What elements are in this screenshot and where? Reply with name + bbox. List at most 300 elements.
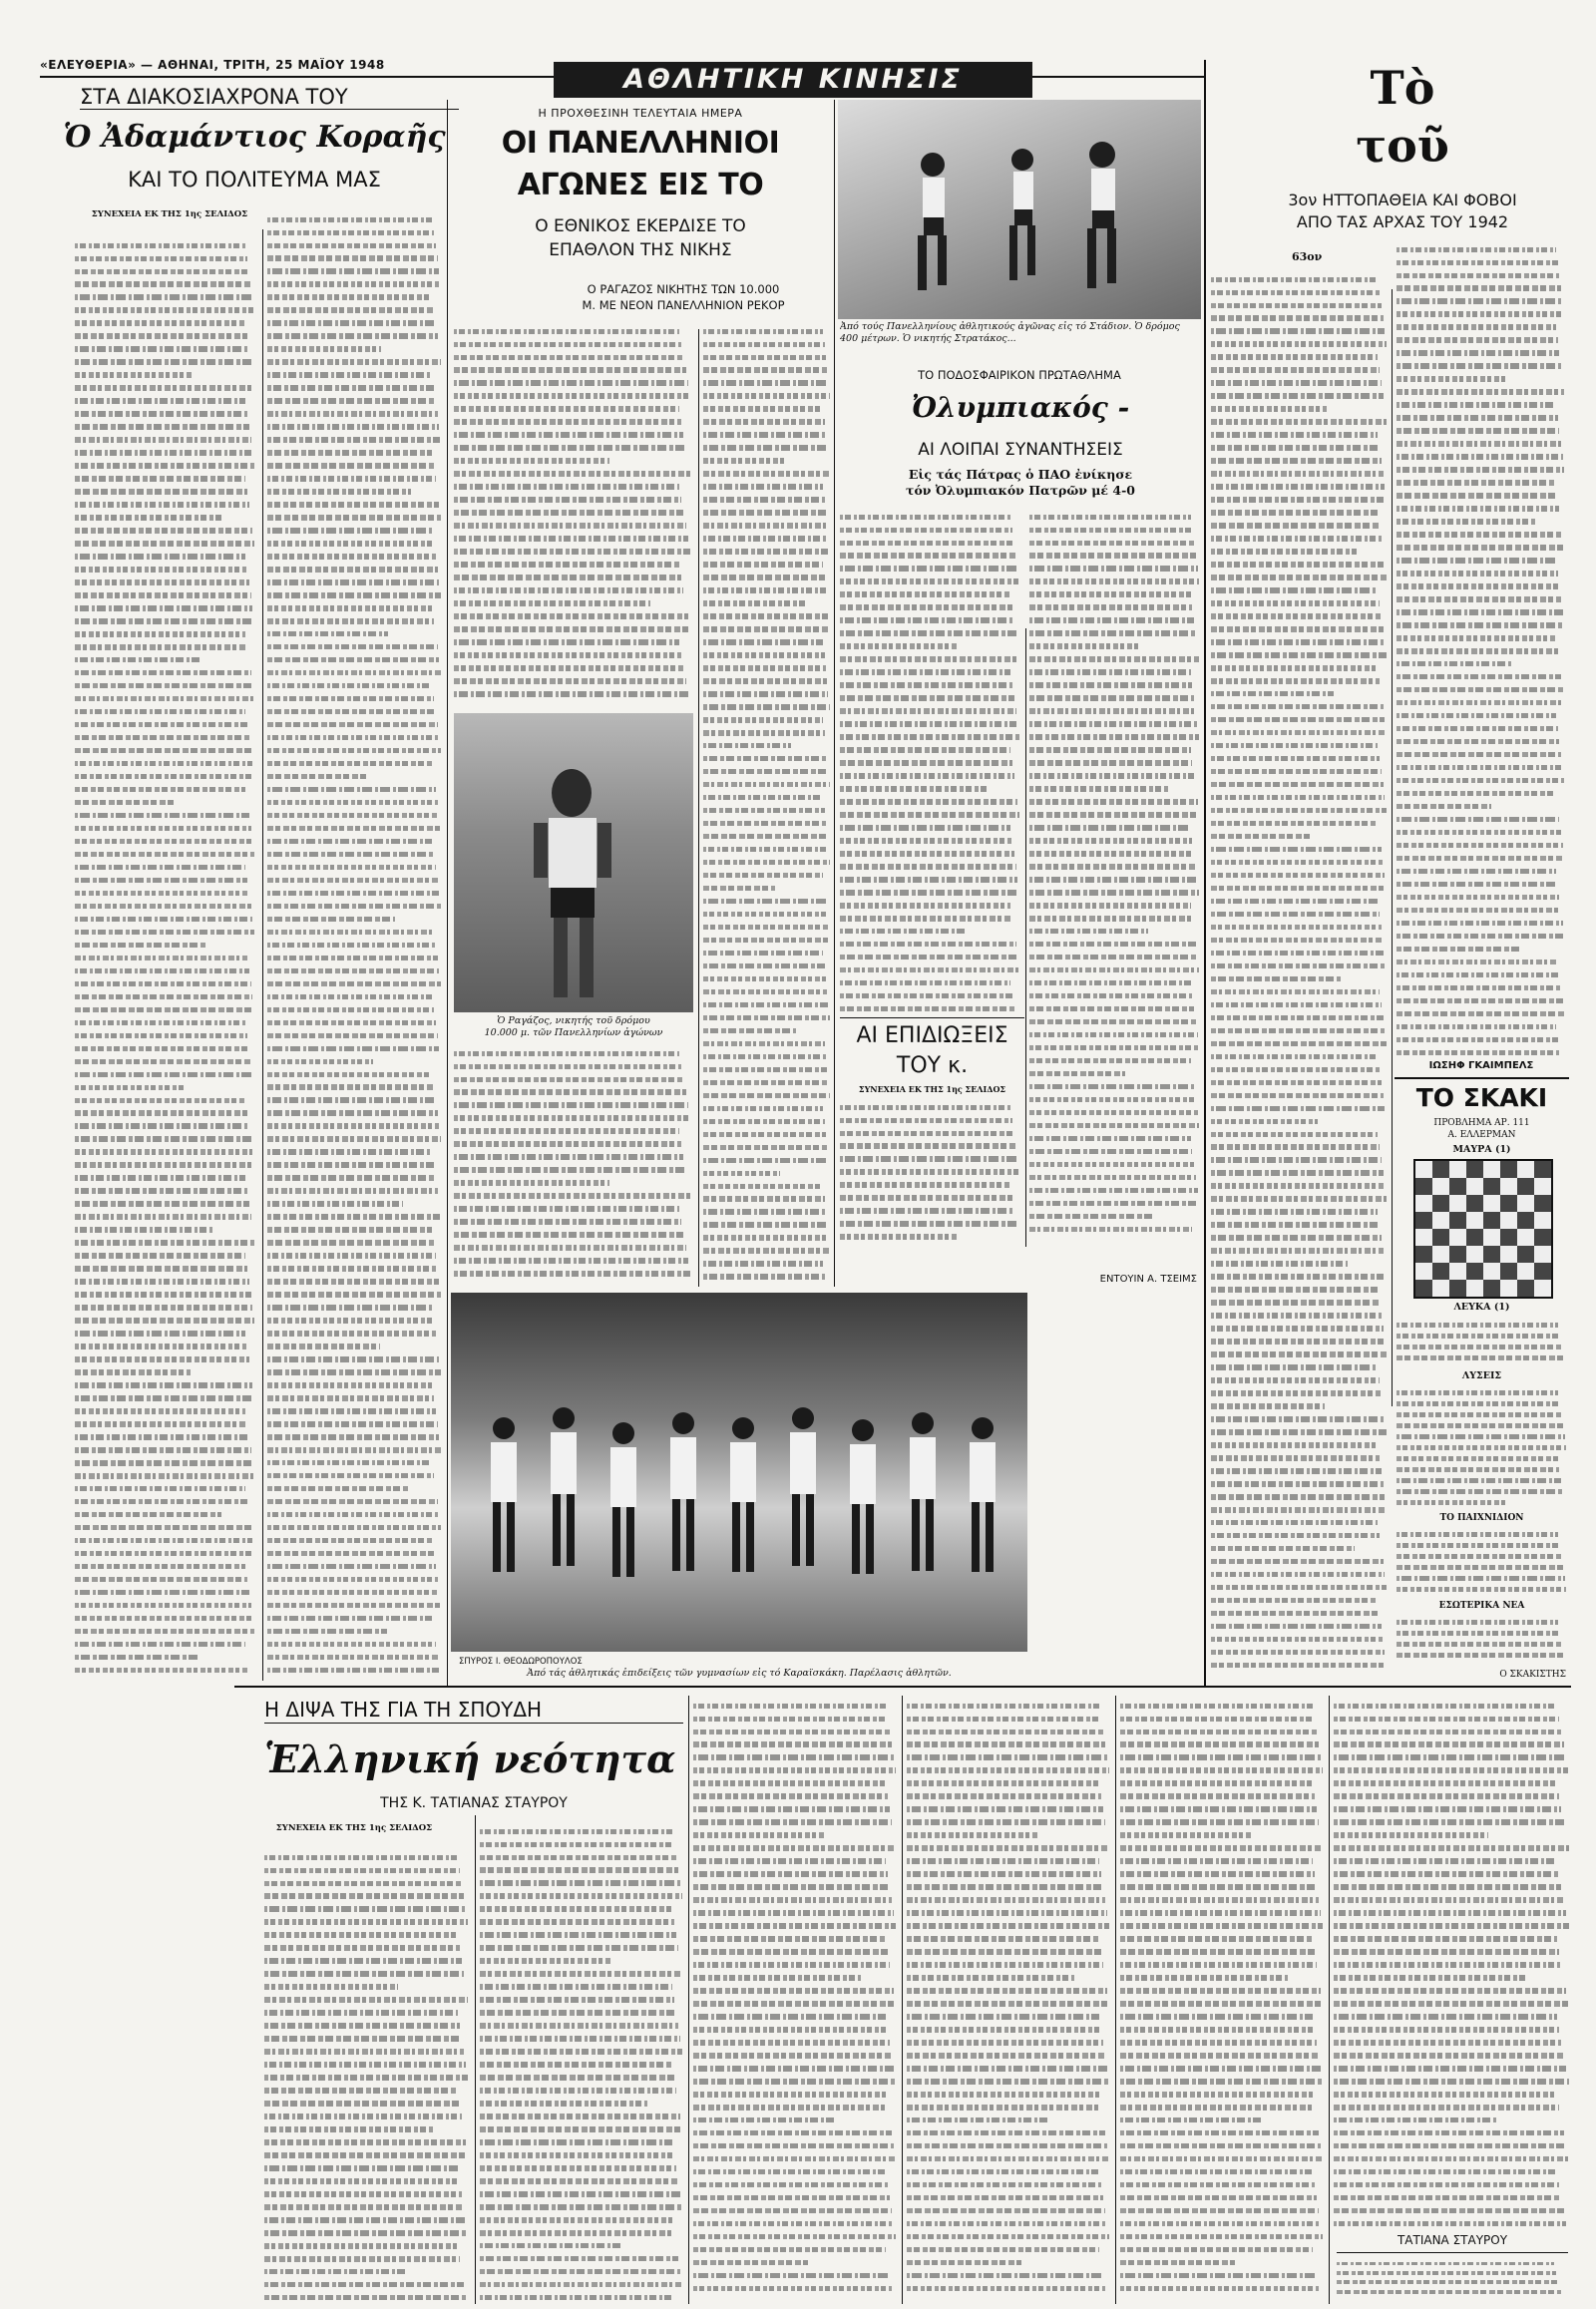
text-line: [264, 2178, 460, 2183]
text-line: [1211, 1183, 1385, 1188]
text-line: [1396, 480, 1556, 485]
text-line: [1211, 1663, 1387, 1668]
text-line: [75, 618, 254, 623]
text-line: [454, 639, 679, 644]
text-line: [1396, 1489, 1563, 1494]
text-line: [1029, 656, 1199, 661]
text-line: [1211, 665, 1378, 670]
text-line: [75, 554, 245, 559]
text-line: [1120, 1923, 1323, 1928]
text-line: [703, 367, 827, 372]
text-line: [840, 1156, 1017, 1161]
text-line: [703, 808, 825, 813]
molotov-body: [840, 1097, 1021, 1247]
text-line: [1211, 380, 1382, 385]
korais-kicker: ΣΤΑ ΔΙΑΚΟΣΙΑΧΡΟΝΑ ΤΟΥ: [80, 84, 459, 110]
text-line: [1120, 1988, 1321, 1993]
text-line: [1211, 1170, 1384, 1175]
text-line: [1120, 2221, 1321, 2226]
text-line: [1120, 1949, 1315, 1954]
text-line: [75, 735, 249, 740]
text-line: [693, 2182, 888, 2187]
text-line: [267, 1266, 438, 1271]
column-rule: [698, 329, 699, 1287]
text-line: [907, 2208, 1105, 2213]
text-line: [693, 2234, 896, 2239]
text-line: [75, 294, 252, 299]
text-line: [75, 644, 247, 649]
text-line: [1029, 1175, 1196, 1180]
text-line: [1396, 609, 1563, 614]
text-line: [267, 1564, 436, 1569]
text-line: [454, 587, 683, 592]
text-line: [267, 476, 436, 481]
text-line: [1396, 467, 1564, 472]
chess-square: [1534, 1212, 1551, 1229]
text-line: [907, 1767, 1109, 1772]
text-line: [454, 393, 691, 398]
text-line: [1337, 2271, 1556, 2275]
text-line: [840, 942, 1016, 947]
text-line: [703, 717, 823, 722]
text-line: [1396, 972, 1559, 977]
text-line: [454, 406, 679, 411]
text-line: [75, 1046, 249, 1051]
stadium-caption: Ἀπό τούς Πανελληνίους ἀθλητικούς ἀγῶνας εἰς τό Στάδιον. Ὁ δρόμος 400 μέτρων. Ὁ νικητής Στρατάκος...: [840, 321, 1180, 344]
text-line: [1396, 376, 1507, 381]
text-line: [75, 1408, 245, 1413]
text-line: [1334, 2156, 1569, 2161]
text-line: [1211, 860, 1384, 865]
text-line: [703, 730, 825, 735]
text-line: [1029, 1058, 1191, 1063]
text-line: [480, 2114, 680, 2118]
text-line: [703, 329, 823, 334]
text-line: [1211, 626, 1384, 631]
text-line: [75, 1033, 247, 1038]
text-line: [1396, 985, 1561, 990]
text-line: [267, 1175, 436, 1180]
text-line: [267, 1408, 436, 1413]
column-rule: [475, 1815, 476, 2304]
text-line: [75, 968, 249, 973]
chess-black-label: ΜΑΥΡΑ (1): [1452, 1144, 1511, 1155]
text-line: [1029, 630, 1196, 635]
text-line: [480, 2101, 647, 2106]
text-line: [1211, 1494, 1385, 1499]
chess-square: [1534, 1280, 1551, 1297]
text-line: [75, 852, 254, 857]
text-line: [267, 1629, 387, 1634]
text-line: [1396, 311, 1564, 316]
chess-square: [1517, 1263, 1534, 1280]
text-line: [1334, 2066, 1566, 2071]
text-line: [1120, 2117, 1261, 2122]
chess-square: [1449, 1246, 1466, 1263]
text-line: [1029, 1214, 1155, 1219]
text-line: [267, 787, 436, 792]
text-line: [75, 411, 247, 416]
text-line: [1211, 1624, 1382, 1629]
text-line: [454, 458, 609, 463]
chess-program-body: [1396, 1526, 1568, 1598]
text-line: [1120, 2130, 1319, 2135]
text-line: [454, 1193, 691, 1198]
text-line: [454, 432, 683, 437]
text-line: [1211, 1248, 1384, 1253]
text-line: [75, 359, 251, 364]
text-line: [703, 445, 827, 450]
text-line: [75, 1175, 245, 1180]
text-line: [703, 380, 828, 385]
text-line: [1334, 1871, 1559, 1876]
text-line: [267, 852, 434, 857]
text-line: [267, 450, 432, 455]
text-line: [264, 1906, 466, 1911]
text-line: [703, 575, 825, 579]
text-line: [907, 1819, 1105, 1824]
athlete-caption-1: Ὁ Ραγάζος, νικητής τοῦ δρόμου: [497, 1015, 650, 1026]
text-line: [267, 917, 395, 922]
text-line: [693, 2156, 896, 2161]
goebbels-deck-2: ΑΠΟ ΤΑΣ ΑΡΧΑΣ ΤΟΥ 1942: [1296, 212, 1509, 231]
text-line: [75, 1305, 252, 1310]
text-line: [693, 1975, 861, 1980]
text-line: [75, 1486, 245, 1491]
text-line: [480, 2269, 680, 2274]
text-line: [907, 1871, 1101, 1876]
text-line: [1029, 1227, 1192, 1232]
text-line: [693, 2169, 886, 2174]
text-line: [693, 2195, 890, 2200]
section-rule: [234, 1686, 1571, 1688]
text-line: [1211, 769, 1382, 774]
text-line: [1029, 1123, 1199, 1128]
text-line: [703, 1196, 825, 1201]
text-line: [454, 471, 691, 476]
text-line: [1211, 510, 1378, 515]
text-line: [703, 834, 827, 839]
text-line: [693, 1845, 896, 1850]
column-rule: [1025, 628, 1026, 1247]
text-line: [1120, 1910, 1321, 1915]
chess-square: [1415, 1246, 1432, 1263]
text-line: [1396, 260, 1558, 265]
text-line: [693, 1962, 890, 1967]
text-line: [1396, 1412, 1561, 1417]
text-line: [267, 930, 434, 935]
text-line: [1334, 1884, 1561, 1889]
text-line: [1211, 743, 1378, 748]
text-line: [267, 346, 381, 351]
text-line: [480, 1880, 680, 1885]
text-line: [267, 748, 441, 753]
text-line: [480, 1842, 674, 1847]
chess-square: [1517, 1229, 1534, 1246]
parade-figures: [451, 1293, 1027, 1652]
text-line: [267, 943, 436, 948]
column-rule: [1392, 289, 1393, 1406]
text-line: [267, 605, 432, 610]
text-line: [1334, 1975, 1528, 1980]
text-line: [75, 1188, 247, 1193]
text-line: [264, 2217, 466, 2222]
text-line: [75, 1059, 251, 1064]
text-line: [840, 591, 1010, 596]
text-line: [703, 860, 830, 865]
text-line: [480, 2165, 676, 2170]
text-line: [75, 1642, 245, 1647]
text-line: [480, 2204, 682, 2209]
korais-body-col1: [75, 235, 256, 1682]
text-line: [840, 566, 1017, 571]
text-line: [267, 1123, 439, 1128]
text-line: [267, 696, 434, 701]
text-line: [1120, 1730, 1317, 1734]
youth-body-col4: [907, 1696, 1111, 2301]
text-line: [1396, 713, 1556, 718]
text-line: [703, 1145, 827, 1150]
text-line: [267, 255, 438, 260]
football-body-col1: [840, 507, 1021, 1015]
text-line: [907, 1975, 1074, 1980]
column-rule: [688, 1696, 689, 2304]
text-line: [267, 217, 432, 222]
text-line: [267, 307, 434, 312]
chess-square: [1500, 1246, 1517, 1263]
text-line: [703, 613, 828, 618]
text-line: [703, 873, 823, 878]
text-line: [703, 782, 830, 787]
text-line: [454, 1245, 686, 1250]
text-line: [267, 813, 439, 818]
text-line: [267, 1201, 403, 1206]
text-line: [1211, 834, 1311, 839]
text-line: [1396, 1642, 1561, 1647]
runner-figure: [454, 713, 693, 1012]
text-line: [693, 2053, 892, 2058]
text-line: [693, 1897, 892, 1902]
text-line: [1396, 1423, 1563, 1428]
text-line: [1211, 782, 1384, 787]
text-line: [1334, 1793, 1559, 1798]
text-line: [1029, 1071, 1125, 1076]
text-line: [1211, 1507, 1387, 1512]
text-line: [1211, 1377, 1380, 1382]
molotov-continued: ΣΥΝΕΧΕΙΑ ΕΚ ΤΗΣ 1ης ΣΕΛΙΔΟΣ: [858, 1084, 1006, 1094]
text-line: [1334, 1819, 1564, 1824]
text-line: [75, 1668, 249, 1673]
text-line: [1211, 1585, 1387, 1590]
text-line: [267, 1590, 439, 1595]
chess-square: [1466, 1263, 1483, 1280]
text-line: [1334, 2001, 1569, 2006]
text-line: [1211, 562, 1385, 567]
chess-square: [1449, 1229, 1466, 1246]
text-line: [703, 1080, 828, 1085]
text-line: [703, 925, 828, 930]
text-line: [693, 2130, 892, 2135]
text-line: [840, 604, 1012, 609]
text-line: [1211, 717, 1385, 722]
text-line: [75, 709, 245, 714]
text-line: [1120, 2195, 1317, 2200]
text-line: [1029, 1032, 1198, 1037]
text-line: [1120, 2105, 1315, 2110]
column-rule: [1115, 1696, 1116, 2304]
text-line: [1029, 1097, 1196, 1102]
text-line: [1211, 938, 1384, 943]
text-line: [1211, 951, 1385, 956]
text-line: [1211, 393, 1384, 398]
games-body-col2: [703, 321, 831, 1287]
text-line: [267, 1253, 436, 1258]
text-line: [703, 976, 826, 981]
text-line: [1211, 290, 1380, 295]
text-line: [693, 2001, 896, 2006]
text-line: [1120, 1819, 1319, 1824]
chess-news-body: [1396, 1614, 1568, 1664]
chess-square: [1500, 1263, 1517, 1280]
text-line: [267, 424, 439, 429]
text-line: [840, 1006, 1014, 1011]
text-line: [1211, 652, 1387, 657]
text-line: [693, 1754, 894, 1759]
chess-square: [1466, 1246, 1483, 1263]
text-line: [1334, 1806, 1561, 1811]
text-line: [703, 355, 826, 360]
text-line: [1120, 1858, 1313, 1863]
text-line: [840, 851, 1014, 856]
text-line: [907, 1949, 1101, 1954]
text-line: [840, 541, 1014, 546]
text-line: [703, 471, 830, 476]
chess-square: [1500, 1161, 1517, 1178]
text-line: [454, 1051, 679, 1056]
text-line: [1396, 337, 1558, 342]
text-line: [1396, 285, 1561, 290]
chess-square: [1415, 1229, 1432, 1246]
text-line: [1211, 756, 1380, 761]
text-line: [1334, 1717, 1559, 1722]
text-line: [840, 1182, 1010, 1187]
text-line: [703, 886, 775, 891]
text-line: [1120, 1897, 1319, 1902]
text-line: [840, 643, 958, 648]
text-line: [840, 955, 1017, 960]
text-line: [1211, 277, 1378, 282]
text-line: [267, 683, 432, 688]
text-line: [267, 528, 432, 533]
text-line: [1211, 354, 1378, 359]
chess-square: [1466, 1178, 1483, 1195]
text-line: [454, 1232, 683, 1237]
text-line: [1396, 583, 1559, 588]
text-line: [267, 1162, 434, 1167]
text-line: [1396, 648, 1558, 653]
chess-square: [1449, 1195, 1466, 1212]
chess-square: [1483, 1246, 1500, 1263]
text-line: [907, 1717, 1101, 1722]
text-line: [907, 2156, 1109, 2161]
text-line: [1396, 895, 1559, 900]
text-line: [267, 839, 432, 844]
text-line: [1029, 1149, 1192, 1154]
text-line: [480, 1958, 612, 1963]
text-line: [703, 562, 823, 567]
text-line: [454, 665, 683, 670]
text-line: [1334, 1910, 1566, 1915]
text-line: [75, 1085, 184, 1090]
text-line: [1211, 1637, 1384, 1642]
chess-square: [1534, 1263, 1551, 1280]
text-line: [75, 1214, 251, 1219]
text-line: [1211, 1313, 1382, 1318]
text-line: [907, 1730, 1103, 1734]
text-line: [1211, 691, 1334, 696]
text-line: [75, 437, 251, 442]
text-line: [703, 963, 825, 968]
text-line: [1029, 541, 1194, 546]
text-line: [1211, 1520, 1378, 1525]
text-line: [454, 1154, 683, 1159]
chess-square: [1415, 1178, 1432, 1195]
text-line: [267, 1318, 434, 1323]
text-line: [693, 2221, 894, 2226]
chess-square: [1449, 1280, 1466, 1297]
text-line: [267, 774, 366, 779]
text-line: [267, 359, 441, 364]
text-line: [1211, 1080, 1382, 1085]
text-line: [75, 800, 177, 805]
text-line: [454, 484, 679, 489]
text-line: [1120, 1741, 1319, 1746]
text-line: [1120, 2079, 1323, 2084]
text-line: [1120, 1704, 1313, 1709]
text-line: [454, 613, 688, 618]
youth-body-col1: [264, 1847, 470, 2301]
text-line: [264, 1971, 464, 1976]
text-line: [1334, 2130, 1564, 2135]
text-line: [267, 826, 441, 831]
text-line: [703, 587, 826, 592]
text-line: [693, 2079, 896, 2084]
chess-square: [1432, 1161, 1449, 1178]
text-line: [267, 1136, 441, 1141]
chess-square: [1466, 1229, 1483, 1246]
chess-square: [1432, 1178, 1449, 1195]
text-line: [703, 1093, 830, 1098]
text-line: [1211, 1287, 1378, 1292]
text-line: [454, 497, 681, 502]
text-line: [840, 1169, 1019, 1174]
text-line: [75, 1382, 252, 1387]
text-line: [1211, 1455, 1380, 1460]
text-line: [75, 761, 252, 766]
text-line: [75, 1149, 252, 1154]
text-line: [840, 1105, 1010, 1110]
korais-continued: ΣΥΝΕΧΕΙΑ ΕΚ ΤΗΣ 1ης ΣΕΛΙΔΟΣ: [91, 209, 248, 219]
text-line: [75, 281, 251, 286]
text-line: [907, 2195, 1103, 2200]
text-line: [1334, 1962, 1561, 1967]
text-line: [1211, 1261, 1348, 1266]
column-rule: [1204, 60, 1206, 1686]
text-line: [75, 1331, 245, 1336]
text-line: [1396, 661, 1513, 666]
chess-program: ΤΟ ΠΑΙΧΝΙΔΙΟΝ: [1439, 1513, 1524, 1523]
text-line: [1337, 2280, 1559, 2284]
